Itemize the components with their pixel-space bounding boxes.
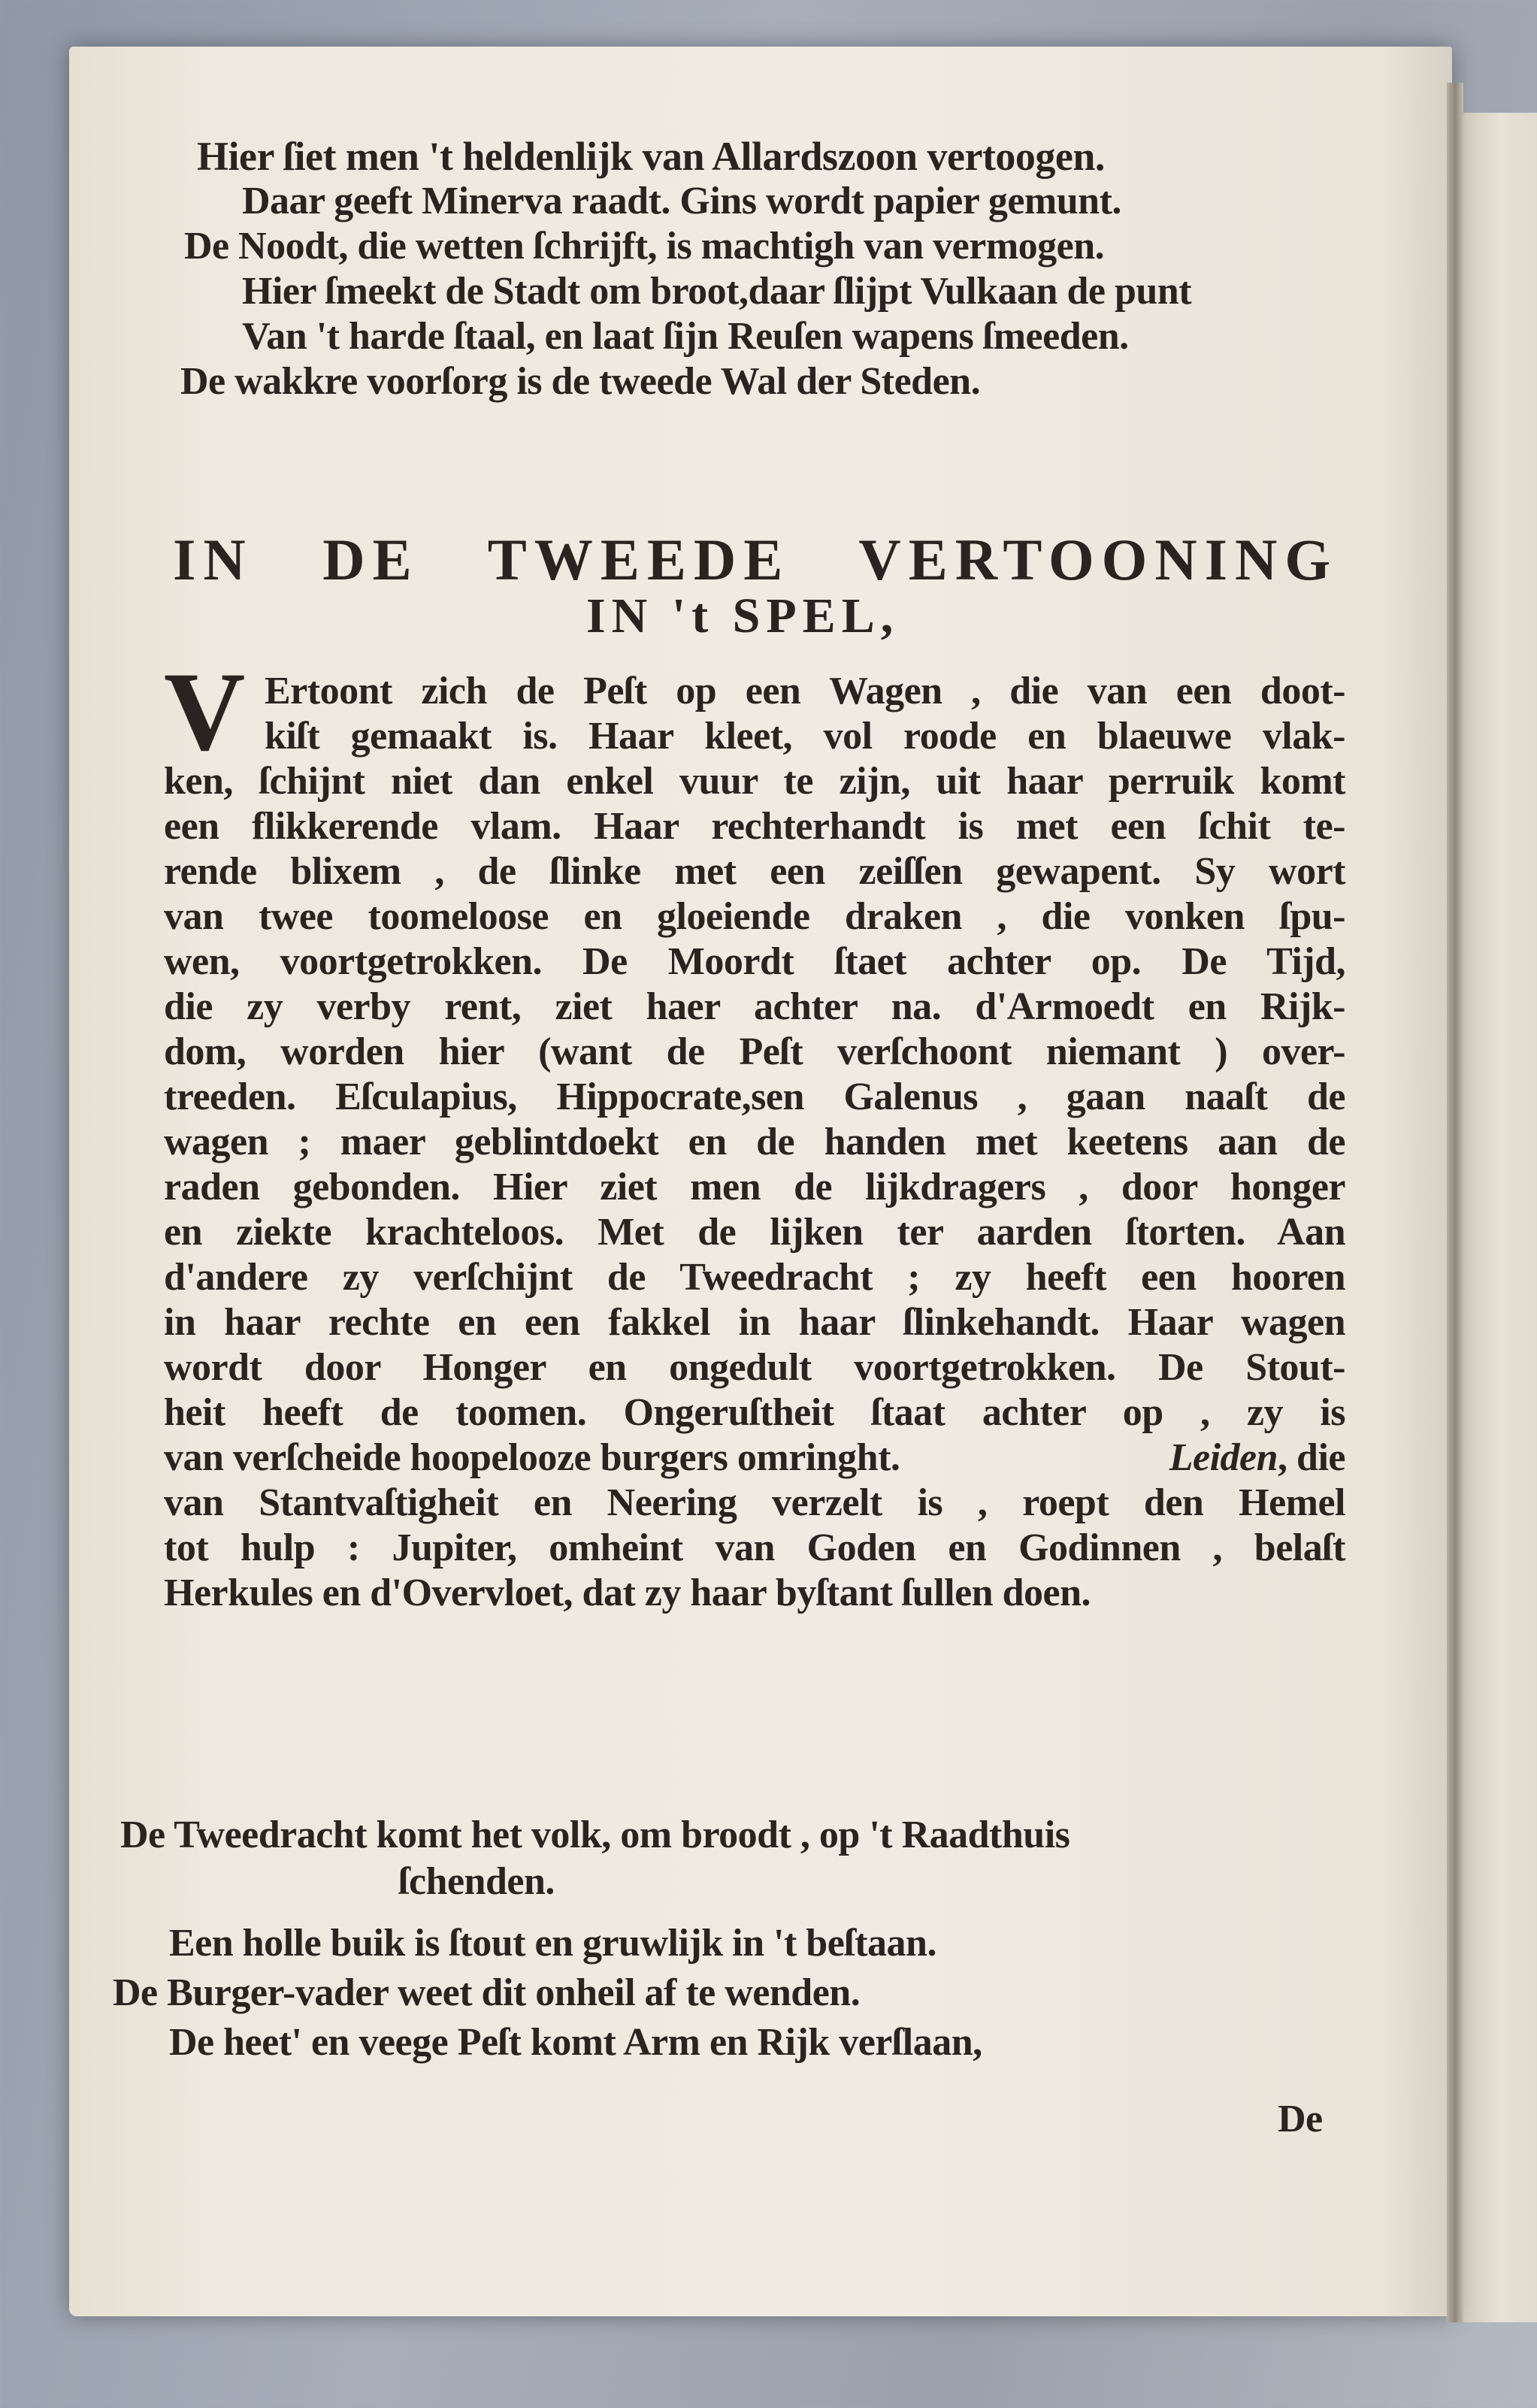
body-line: d'andere zy verſchijnt de Tweedracht ; zy heeft een hooren [164,1256,1345,1299]
book-gutter [1447,83,1463,2322]
body-line: Herkules en d'Overvloet, dat zy haar byſtant ſullen doen. [164,1572,1091,1614]
body-line: rende blixem , de ſlinke met een zeiſſen gewapent. Sy wort [164,850,1345,893]
verse-line: De wakkre voorſorg is de tweede Wal der Steden. [180,360,981,403]
verse-line: Daar geeft Minerva raadt. Gins wordt papier gemunt. [242,180,1121,222]
body-line: tot hulp : Jupiter, omheint van Goden en Godinnen , belaſt [164,1526,1345,1569]
body-line: Ertoont zich de Peſt op een Wagen , die van een doot- [265,670,1345,712]
body-line: van Stantvaſtigheit en Neering verzelt is , roept den Hemel [164,1481,1345,1524]
verse-line: De Burger-vader weet dit onheil af te wenden. [113,1971,861,2014]
body-line: van twee toomeloose en gloeiende draken , die vonken ſpu- [164,895,1345,938]
body-line: en ziekte krachteloos. Met de lijken ter aarden ſtorten. Aan [164,1211,1345,1254]
body-line-end: , die [1278,1436,1345,1479]
body-line [164,1435,1345,1481]
catchword: De [1278,2098,1323,2140]
section-heading: IN DE TWEEDE VERTOONING [173,527,1338,592]
body-line: een flikkerende vlam. Haar rechterhandt is met een ſchit te- [164,805,1345,848]
drop-cap: V [164,649,246,774]
body-line: heit heeft de toomen. Ongeruſtheit ſtaat achter op , zy is [164,1391,1345,1434]
verse-line: De Noodt, die wetten ſchrijft, is machtigh van vermogen. [184,225,1105,268]
body-line: dom, worden hier (want de Peſt verſchoont niemant ) over- [164,1030,1345,1073]
verse-line: Van 't harde ſtaal, en laat ſijn Reuſen wapens ſmeeden. [242,315,1129,358]
body-line: wordt door Honger en ongedult voortgetrokken. De Stout- [164,1346,1345,1389]
body-line: treeden. Eſculapius, Hippocrate,sen Galenus , gaan naaſt de [164,1075,1345,1118]
body-line: in haar rechte en een fakkel in haar ſlinkehandt. Haar wagen [164,1301,1345,1344]
place-name-leiden: Leiden [1169,1436,1278,1479]
verse-line: Hier ſmeekt de Stadt om broot,daar ſlijpt Vulkaan de punt [242,270,1192,313]
body-line: wen, voortgetrokken. De Moordt ſtaet achter op. De Tijd, [164,940,1345,983]
body-line: kiſt gemaakt is. Haar kleet, vol roode en blaeuwe vlak- [265,715,1345,758]
section-subheading: IN 't SPEL, [586,588,900,643]
verse-line: ſchenden. [398,1860,555,1903]
body-line: die zy verby rent, ziet haer achter na. d'Armoedt en Rijk- [164,985,1345,1028]
verse-line: De Tweedracht komt het volk, om broodt , op 't Raadthuis [120,1814,1070,1856]
verse-line: De heet' en veege Peſt komt Arm en Rijk verſlaan, [169,2021,982,2064]
verse-line: Hier ſiet men 't heldenlijk van Allardszoon vertoogen. [197,134,1105,179]
body-line: raden gebonden. Hier ziet men de lijkdragers , door honger [164,1166,1345,1209]
facing-page-edge [1458,113,1537,2322]
body-line-text: van verſcheide hoopelooze burgers omringht. [164,1436,900,1479]
verse-line: Een holle buik is ſtout en gruwlijk in 't beſtaan. [169,1922,936,1965]
body-line: wagen ; maer geblintdoekt en de handen met keetens aan de [164,1121,1345,1163]
body-line: ken, ſchijnt niet dan enkel vuur te zijn, uit haar perruik komt [164,760,1345,803]
